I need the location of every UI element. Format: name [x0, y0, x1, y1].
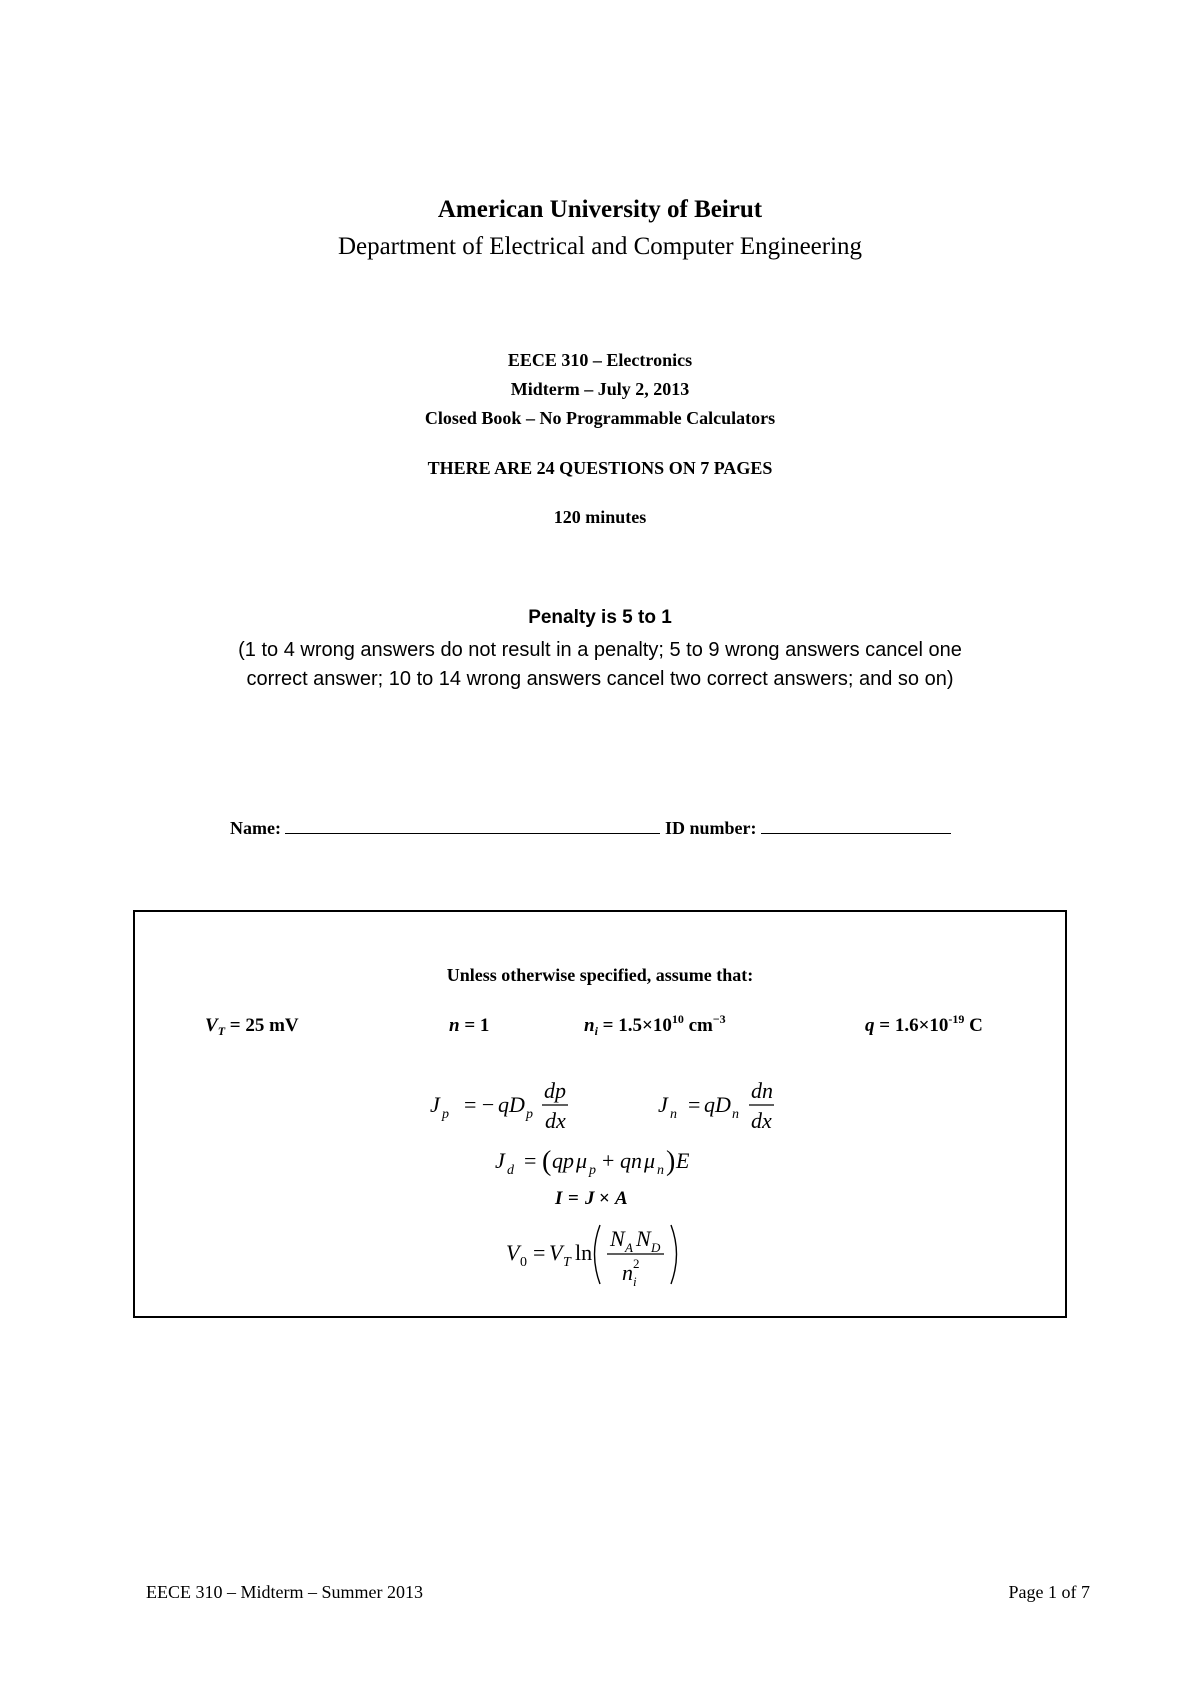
svg-text:V: V	[549, 1240, 563, 1265]
department-title: Department of Electrical and Computer Engineering	[337, 233, 863, 260]
constant-q	[865, 1012, 983, 1037]
svg-text:N: N	[636, 1226, 651, 1251]
svg-text:d: d	[507, 1163, 514, 1178]
formula-jp	[430, 1078, 568, 1133]
svg-text:n: n	[732, 1107, 739, 1122]
svg-text:p: p	[526, 1107, 533, 1122]
vt-symbol: V	[205, 1015, 218, 1036]
svg-text:dx: dx	[751, 1108, 772, 1133]
svg-text:μ: μ	[644, 1148, 656, 1173]
svg-text:dp: dp	[544, 1078, 566, 1103]
university-title: American University of Beirut	[437, 196, 763, 223]
ni-unit: cm	[688, 1015, 713, 1036]
svg-text:J: J	[495, 1148, 505, 1173]
exam-date: Midterm – July 2, 2013	[510, 379, 690, 399]
formulas	[400, 1060, 820, 1300]
q-symbol: q	[865, 1015, 875, 1036]
name-label: Name:	[230, 818, 281, 838]
q-exp: -19	[948, 1012, 965, 1026]
q-value: = 1.6×10	[879, 1015, 949, 1036]
constant-ni	[584, 1012, 726, 1038]
svg-text:2: 2	[633, 1256, 640, 1271]
svg-text:qD: qD	[498, 1092, 525, 1117]
svg-text:=: =	[524, 1148, 537, 1173]
svg-text:V: V	[506, 1240, 520, 1265]
constant-n	[449, 1015, 489, 1037]
svg-text:p: p	[589, 1163, 596, 1178]
svg-text:= −: = −	[464, 1092, 495, 1117]
ni-symbol: n	[584, 1015, 595, 1036]
ni-exp: 10	[671, 1012, 684, 1026]
ni-sub: i	[594, 1024, 598, 1038]
formula-v0	[506, 1225, 677, 1289]
n-symbol: n	[449, 1015, 460, 1036]
svg-text:i: i	[633, 1274, 637, 1289]
svg-text:T: T	[563, 1255, 571, 1270]
svg-text:+: +	[602, 1148, 615, 1173]
svg-text:n: n	[670, 1107, 677, 1122]
svg-text:E: E	[676, 1148, 690, 1173]
footer-page-number: Page 1 of 7	[1008, 1582, 1090, 1602]
id-blank[interactable]	[761, 815, 951, 834]
name-blank[interactable]	[285, 815, 660, 834]
svg-text:μ: μ	[576, 1148, 588, 1173]
svg-text:n: n	[622, 1260, 633, 1285]
n-value: = 1	[464, 1015, 490, 1036]
svg-text:=: =	[568, 1188, 579, 1209]
penalty-description	[180, 636, 1020, 694]
exam-rules: Closed Book – No Programmable Calculators	[424, 408, 776, 428]
formula-graphic	[400, 1060, 820, 1300]
svg-text:qD: qD	[704, 1092, 731, 1117]
svg-text:I: I	[555, 1188, 563, 1209]
svg-text:J: J	[430, 1092, 440, 1117]
svg-text:qn: qn	[620, 1148, 642, 1173]
id-label: ID number:	[664, 818, 757, 838]
svg-text:J: J	[585, 1188, 595, 1209]
svg-text:): )	[666, 1146, 676, 1177]
svg-text:dx: dx	[545, 1108, 566, 1133]
svg-text:N: N	[610, 1226, 625, 1251]
vt-sub: T	[217, 1024, 226, 1038]
svg-text:=: =	[533, 1240, 546, 1265]
svg-text:A: A	[625, 1240, 633, 1255]
ni-value: = 1.5×10	[602, 1015, 672, 1036]
formula-jd	[495, 1146, 690, 1178]
question-count: THERE ARE 24 QUESTIONS ON 7 PAGES	[427, 458, 773, 478]
student-info-row	[230, 815, 951, 839]
svg-text:D: D	[651, 1240, 661, 1255]
course-title: EECE 310 – Electronics	[507, 350, 693, 370]
svg-text:J: J	[658, 1092, 668, 1117]
svg-text:n: n	[657, 1163, 664, 1178]
penalty-title: Penalty is 5 to 1	[528, 607, 672, 628]
svg-text:qp: qp	[552, 1148, 574, 1173]
q-unit: C	[969, 1015, 983, 1036]
svg-text:0: 0	[520, 1255, 527, 1270]
svg-text:=: =	[688, 1092, 701, 1117]
svg-text:ln: ln	[575, 1240, 593, 1265]
ni-unit-exp: −3	[712, 1012, 726, 1026]
constant-vt	[205, 1015, 299, 1037]
svg-text:p: p	[442, 1107, 449, 1122]
formula-i	[554, 1188, 628, 1209]
svg-text:(: (	[542, 1146, 552, 1177]
exam-duration: 120 minutes	[553, 507, 647, 527]
footer-course: EECE 310 – Midterm – Summer 2013	[146, 1582, 423, 1602]
svg-text:×: ×	[599, 1188, 610, 1209]
penalty-line-1: (1 to 4 wrong answers do not result in a penalty; 5 to 9 wrong answers cancel one	[238, 639, 962, 661]
vt-value: = 25 mV	[229, 1015, 299, 1036]
penalty-line-2: correct answer; 10 to 14 wrong answers cancel two correct answers; and so on)	[246, 668, 954, 690]
assumptions-heading: Unless otherwise specified, assume that:	[446, 965, 754, 985]
svg-text:A: A	[615, 1188, 628, 1209]
formula-jn	[658, 1078, 774, 1133]
svg-text:dn: dn	[751, 1078, 773, 1103]
